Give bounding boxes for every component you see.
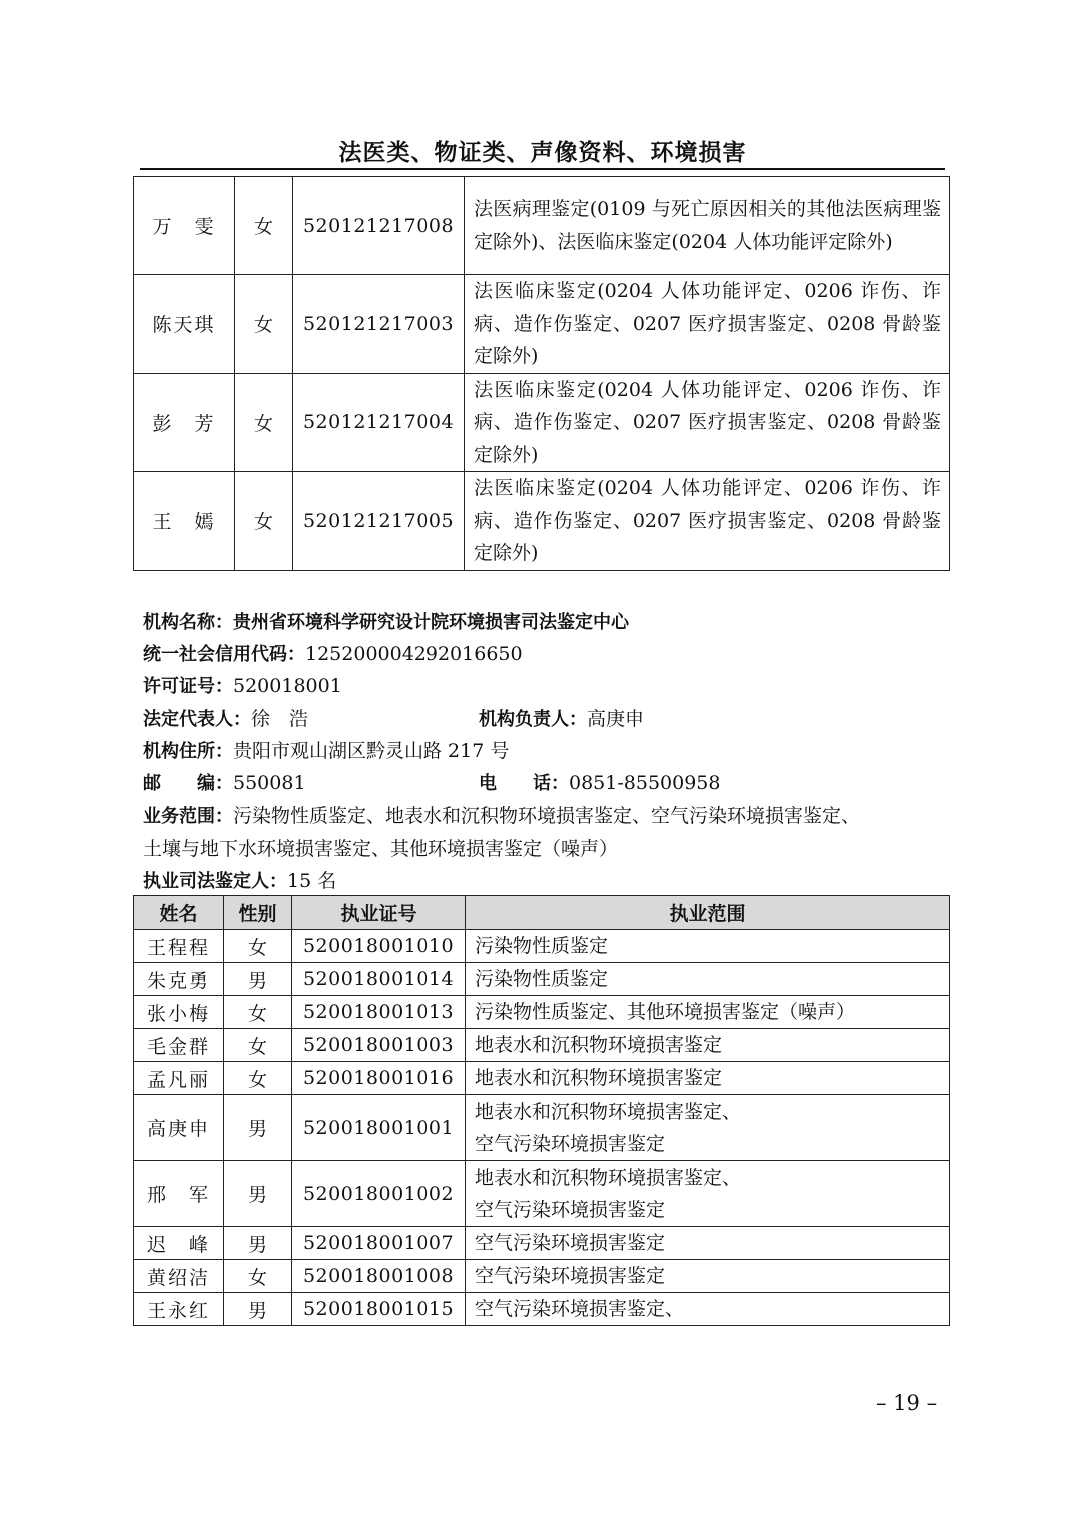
table-row [134, 472, 950, 571]
appraiser-name: 王程程 [134, 930, 224, 963]
business-label: 业务范围： [143, 806, 233, 827]
appraiser-cert: 520018001003 [292, 1029, 466, 1062]
appraiser-scope: 空气污染环境损害鉴定 [466, 1260, 950, 1293]
appraiser-gender: 男 [224, 1161, 292, 1227]
address-value: 贵阳市观山湖区黔灵山路 217 号 [233, 740, 510, 762]
appraiser-scope [466, 1161, 950, 1227]
legal-rep-label: 法定代表人： [143, 709, 251, 730]
phone-line [479, 769, 720, 795]
appraiser-gender: 男 [224, 1227, 292, 1260]
institution-name-value: 贵州省环境科学研究设计院环境损害司法鉴定中心 [233, 612, 629, 633]
appraiser-cert: 520018001015 [292, 1293, 466, 1326]
appraiser-name: 张小梅 [134, 996, 224, 1029]
appraiser-name: 高庚申 [134, 1095, 224, 1161]
table-row [134, 1161, 950, 1227]
appraiser-scope: 污染物性质鉴定、其他环境损害鉴定（噪声） [466, 996, 950, 1029]
head-value: 高庚申 [587, 708, 645, 730]
column-header-cert: 执业证号 [292, 896, 466, 930]
head-line [479, 704, 644, 731]
appraiser-cert: 520121217004 [293, 373, 465, 472]
appraiser-name: 陈天琪 [134, 275, 235, 374]
appraiser-scope: 地表水和沉积物环境损害鉴定 [466, 1029, 950, 1062]
appraiser-cert: 520018001002 [292, 1161, 466, 1227]
table-header-row [134, 896, 950, 930]
appraiser-table-continued [133, 176, 950, 571]
postcode-line [143, 769, 306, 795]
legal-rep-line [143, 704, 308, 731]
business-value-1: 污染物性质鉴定、地表水和沉积物环境损害鉴定、空气污染环境损害鉴定、 [233, 805, 861, 827]
institution-name-label: 机构名称： [143, 612, 233, 633]
address-line [143, 736, 509, 763]
credit-code-label: 统一社会信用代码： [143, 644, 305, 665]
table-row [134, 177, 950, 275]
appraiser-gender: 女 [224, 996, 292, 1029]
table-row [134, 963, 950, 996]
appraiser-cert: 520018001007 [292, 1227, 466, 1260]
appraiser-gender: 女 [235, 472, 293, 571]
appraisers-count-value: 15 名 [287, 870, 337, 892]
column-header-scope: 执业范围 [466, 896, 950, 930]
table-row [134, 1227, 950, 1260]
appraiser-gender: 男 [224, 963, 292, 996]
appraiser-table [133, 895, 950, 1326]
page-header [140, 132, 945, 170]
appraiser-cert: 520018001013 [292, 996, 466, 1029]
appraiser-name: 毛金群 [134, 1029, 224, 1062]
appraiser-name: 王永红 [134, 1293, 224, 1326]
table-row [134, 1260, 950, 1293]
institution-name-line [143, 608, 629, 634]
appraiser-scope: 法医临床鉴定(0204 人体功能评定、0206 诈伤、诈病、造作伤鉴定、0207 医疗损害鉴定、0208 骨龄鉴定除外) [465, 275, 950, 374]
address-label: 机构住所： [143, 741, 233, 762]
appraiser-gender: 女 [224, 1260, 292, 1293]
postcode-label: 邮 编： [143, 773, 233, 794]
appraiser-gender: 女 [235, 275, 293, 374]
appraiser-cert: 520018001014 [292, 963, 466, 996]
appraiser-cert: 520018001001 [292, 1095, 466, 1161]
table-row [134, 1062, 950, 1095]
license-value: 520018001 [233, 675, 342, 697]
page-number: – 19 – [876, 1391, 938, 1415]
credit-code-line [143, 640, 523, 666]
table-row [134, 1029, 950, 1062]
appraiser-gender: 女 [224, 1062, 292, 1095]
appraiser-gender: 女 [224, 1029, 292, 1062]
page-title: 法医类、物证类、声像资料、环境损害 [338, 140, 747, 166]
appraiser-gender: 女 [224, 930, 292, 963]
appraiser-cert: 520121217008 [293, 177, 465, 275]
appraiser-gender: 女 [235, 373, 293, 472]
appraiser-scope [466, 1095, 950, 1161]
appraiser-scope-line-1: 地表水和沉积物环境损害鉴定、 [475, 1166, 742, 1189]
appraiser-gender: 女 [235, 177, 293, 275]
table-row [134, 1293, 950, 1326]
phone-label: 电 话： [479, 773, 569, 794]
appraiser-cert: 520121217005 [293, 472, 465, 571]
appraiser-gender: 男 [224, 1293, 292, 1326]
appraiser-name: 万 雯 [134, 177, 235, 275]
phone-value: 0851-85500958 [569, 772, 721, 794]
appraiser-scope: 地表水和沉积物环境损害鉴定 [466, 1062, 950, 1095]
business-line [143, 801, 860, 828]
postcode-value: 550081 [233, 772, 306, 794]
appraiser-name: 孟凡丽 [134, 1062, 224, 1095]
legal-rep-value: 徐 浩 [251, 708, 309, 730]
license-label: 许可证号： [143, 676, 233, 697]
appraiser-name: 迟 峰 [134, 1227, 224, 1260]
business-line-2 [143, 834, 618, 861]
appraiser-scope: 空气污染环境损害鉴定、 [466, 1293, 950, 1326]
credit-code-value: 12520000429201665​0 [305, 643, 523, 665]
column-header-gender: 性别 [224, 896, 292, 930]
appraiser-cert: 520018001016 [292, 1062, 466, 1095]
appraiser-scope-line-2: 空气污染环境损害鉴定 [475, 1198, 666, 1221]
appraiser-cert: 520018001008 [292, 1260, 466, 1293]
appraiser-name: 邢 军 [134, 1161, 224, 1227]
appraiser-cert: 520018001010 [292, 930, 466, 963]
appraiser-name: 彭 芳 [134, 373, 235, 472]
column-header-name: 姓名 [134, 896, 224, 930]
appraiser-name: 黄绍洁 [134, 1260, 224, 1293]
appraiser-name: 朱克勇 [134, 963, 224, 996]
appraiser-scope-line-2: 空气污染环境损害鉴定 [475, 1132, 666, 1155]
appraiser-scope: 污染物性质鉴定 [466, 930, 950, 963]
table-row [134, 373, 950, 472]
license-line [143, 672, 342, 698]
table-row [134, 996, 950, 1029]
appraiser-scope: 法医临床鉴定(0204 人体功能评定、0206 诈伤、诈病、造作伤鉴定、0207 医疗损害鉴定、0208 骨龄鉴定除外) [465, 472, 950, 571]
appraiser-cert: 520121217003 [293, 275, 465, 374]
table-row [134, 275, 950, 374]
head-label: 机构负责人： [479, 709, 587, 730]
appraiser-scope: 污染物性质鉴定 [466, 963, 950, 996]
appraisers-count-line [143, 866, 336, 893]
business-value-2: 土壤与地下水环境损害鉴定、其他环境损害鉴定（噪声） [143, 838, 619, 860]
appraiser-scope: 空气污染环境损害鉴定 [466, 1227, 950, 1260]
appraisers-count-label: 执业司法鉴定人： [143, 871, 287, 892]
appraiser-name: 王 嫣 [134, 472, 235, 571]
appraiser-scope: 法医病理鉴定(0109 与死亡原因相关的其他法医病理鉴定除外)、法医临床鉴定(0204 人体功能评定除外) [465, 177, 950, 275]
appraiser-scope: 法医临床鉴定(0204 人体功能评定、0206 诈伤、诈病、造作伤鉴定、0207 医疗损害鉴定、0208 骨龄鉴定除外) [465, 373, 950, 472]
appraiser-scope-line-1: 地表水和沉积物环境损害鉴定、 [475, 1100, 742, 1123]
table-row [134, 1095, 950, 1161]
table-row [134, 930, 950, 963]
appraiser-gender: 男 [224, 1095, 292, 1161]
